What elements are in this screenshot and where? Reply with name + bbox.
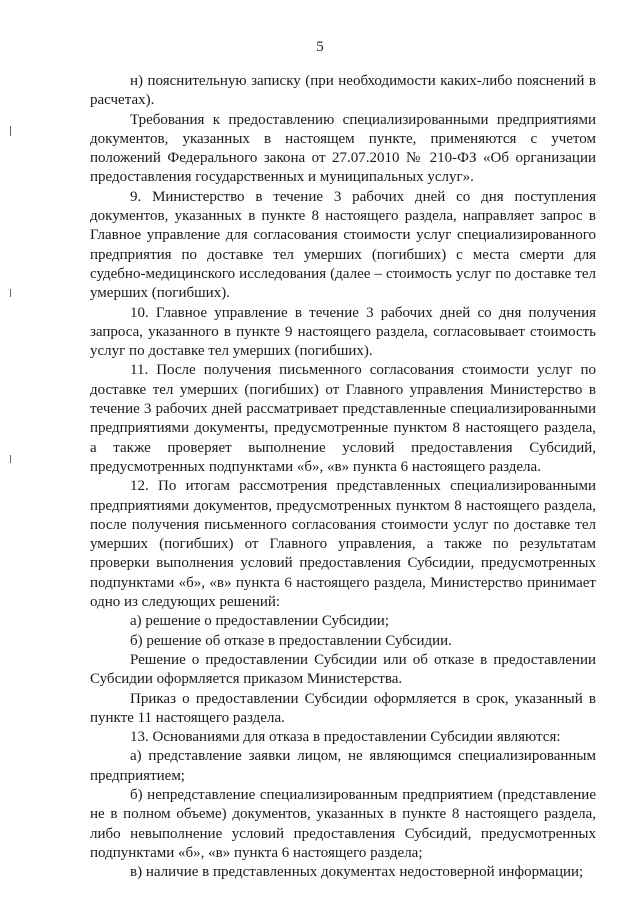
paragraph: 9. Министерство в течение 3 рабочих дней со дня поступления документов, указанных в пункте 8 настоящего раздела, направляет запрос в Главное управление для согласования стоимости услуг специализированного предприятия по доставке тел умерших (погибших) с места смерти для судебно-медицинского исследования (далее – стоимость услуг по доставке тел умерших (погибших). — [90, 188, 596, 302]
page-number: 5 — [316, 39, 324, 55]
paragraph: н) пояснительную записку (при необходимости каких-либо пояснений в расчетах). — [90, 73, 596, 109]
paragraph: 12. По итогам рассмотрения представленных специализированными предприятиями документов, предусмотренных пунктом 8 настоящего раздела, после получения письменного согласования стоимости услуг по доставке тел умерших (погибших) от Главного управления, а также по результатам проверки выполнения условий предоставления Субсидии, предусмотренных подпунктами «б», «в» пункта 6 настоящего раздела, Министерство принимает одно из следующих решений: — [90, 478, 596, 611]
paragraph: 10. Главное управление в течение 3 рабочих дней со дня получения запроса, указанного в пункте 9 настоящего раздела, согласовывает стоимость услуг по доставке тел умерших (погибших). — [90, 304, 596, 360]
margin-mark — [10, 289, 11, 297]
paragraph: Решение о предоставлении Субсидии или об отказе в предоставлении Субсидии оформляется приказом Министерства. — [90, 651, 596, 688]
paragraph: б) решение об отказе в предоставлении Субсидии. — [130, 632, 452, 649]
paragraph: б) непредставление специализированным предприятием (представление не в полном объеме) документов, указанных в пункте 8 настоящего раздела, либо невыполнение условий предоставления Субсидий, предусмотренных подпунктами «б», «в» пункта 6 настоящего раздела; — [90, 786, 596, 861]
document-body — [90, 72, 596, 882]
margin-mark — [10, 455, 11, 463]
paragraph: а) представление заявки лицом, не являющимся специализированным предприятием; — [90, 748, 596, 784]
paragraph: а) решение о предоставлении Субсидии; — [130, 613, 389, 630]
margin-mark — [10, 126, 11, 136]
paragraph: 13. Основаниями для отказа в предоставлении Субсидии являются: — [130, 729, 561, 746]
paragraph: Приказ о предоставлении Субсидии оформляется в срок, указанный в пункте 11 настоящего раздела. — [90, 690, 596, 726]
paragraph: в) наличие в представленных документах недостоверной информации; — [130, 864, 584, 881]
paragraph: Требования к предоставлению специализированными предприятиями документов, указанных в настоящем пункте, применяются с учетом положений Федерального закона от 27.07.2010 № 210-ФЗ «Об организации предоставления государственных и муниципальных услуг». — [90, 111, 596, 186]
paragraph: 11. После получения письменного согласования стоимости услуг по доставке тел умерших (погибших) от Главного управления Министерство в течение 3 рабочих дней рассматривает представленные специализированными предприятиями документы, предусмотренные пунктом 8 настоящего раздела, а также проверяет выполнение условий предоставления Субсидий, предусмотренных подпунктами «б», «в» пункта 6 настоящего раздела. — [90, 362, 596, 475]
